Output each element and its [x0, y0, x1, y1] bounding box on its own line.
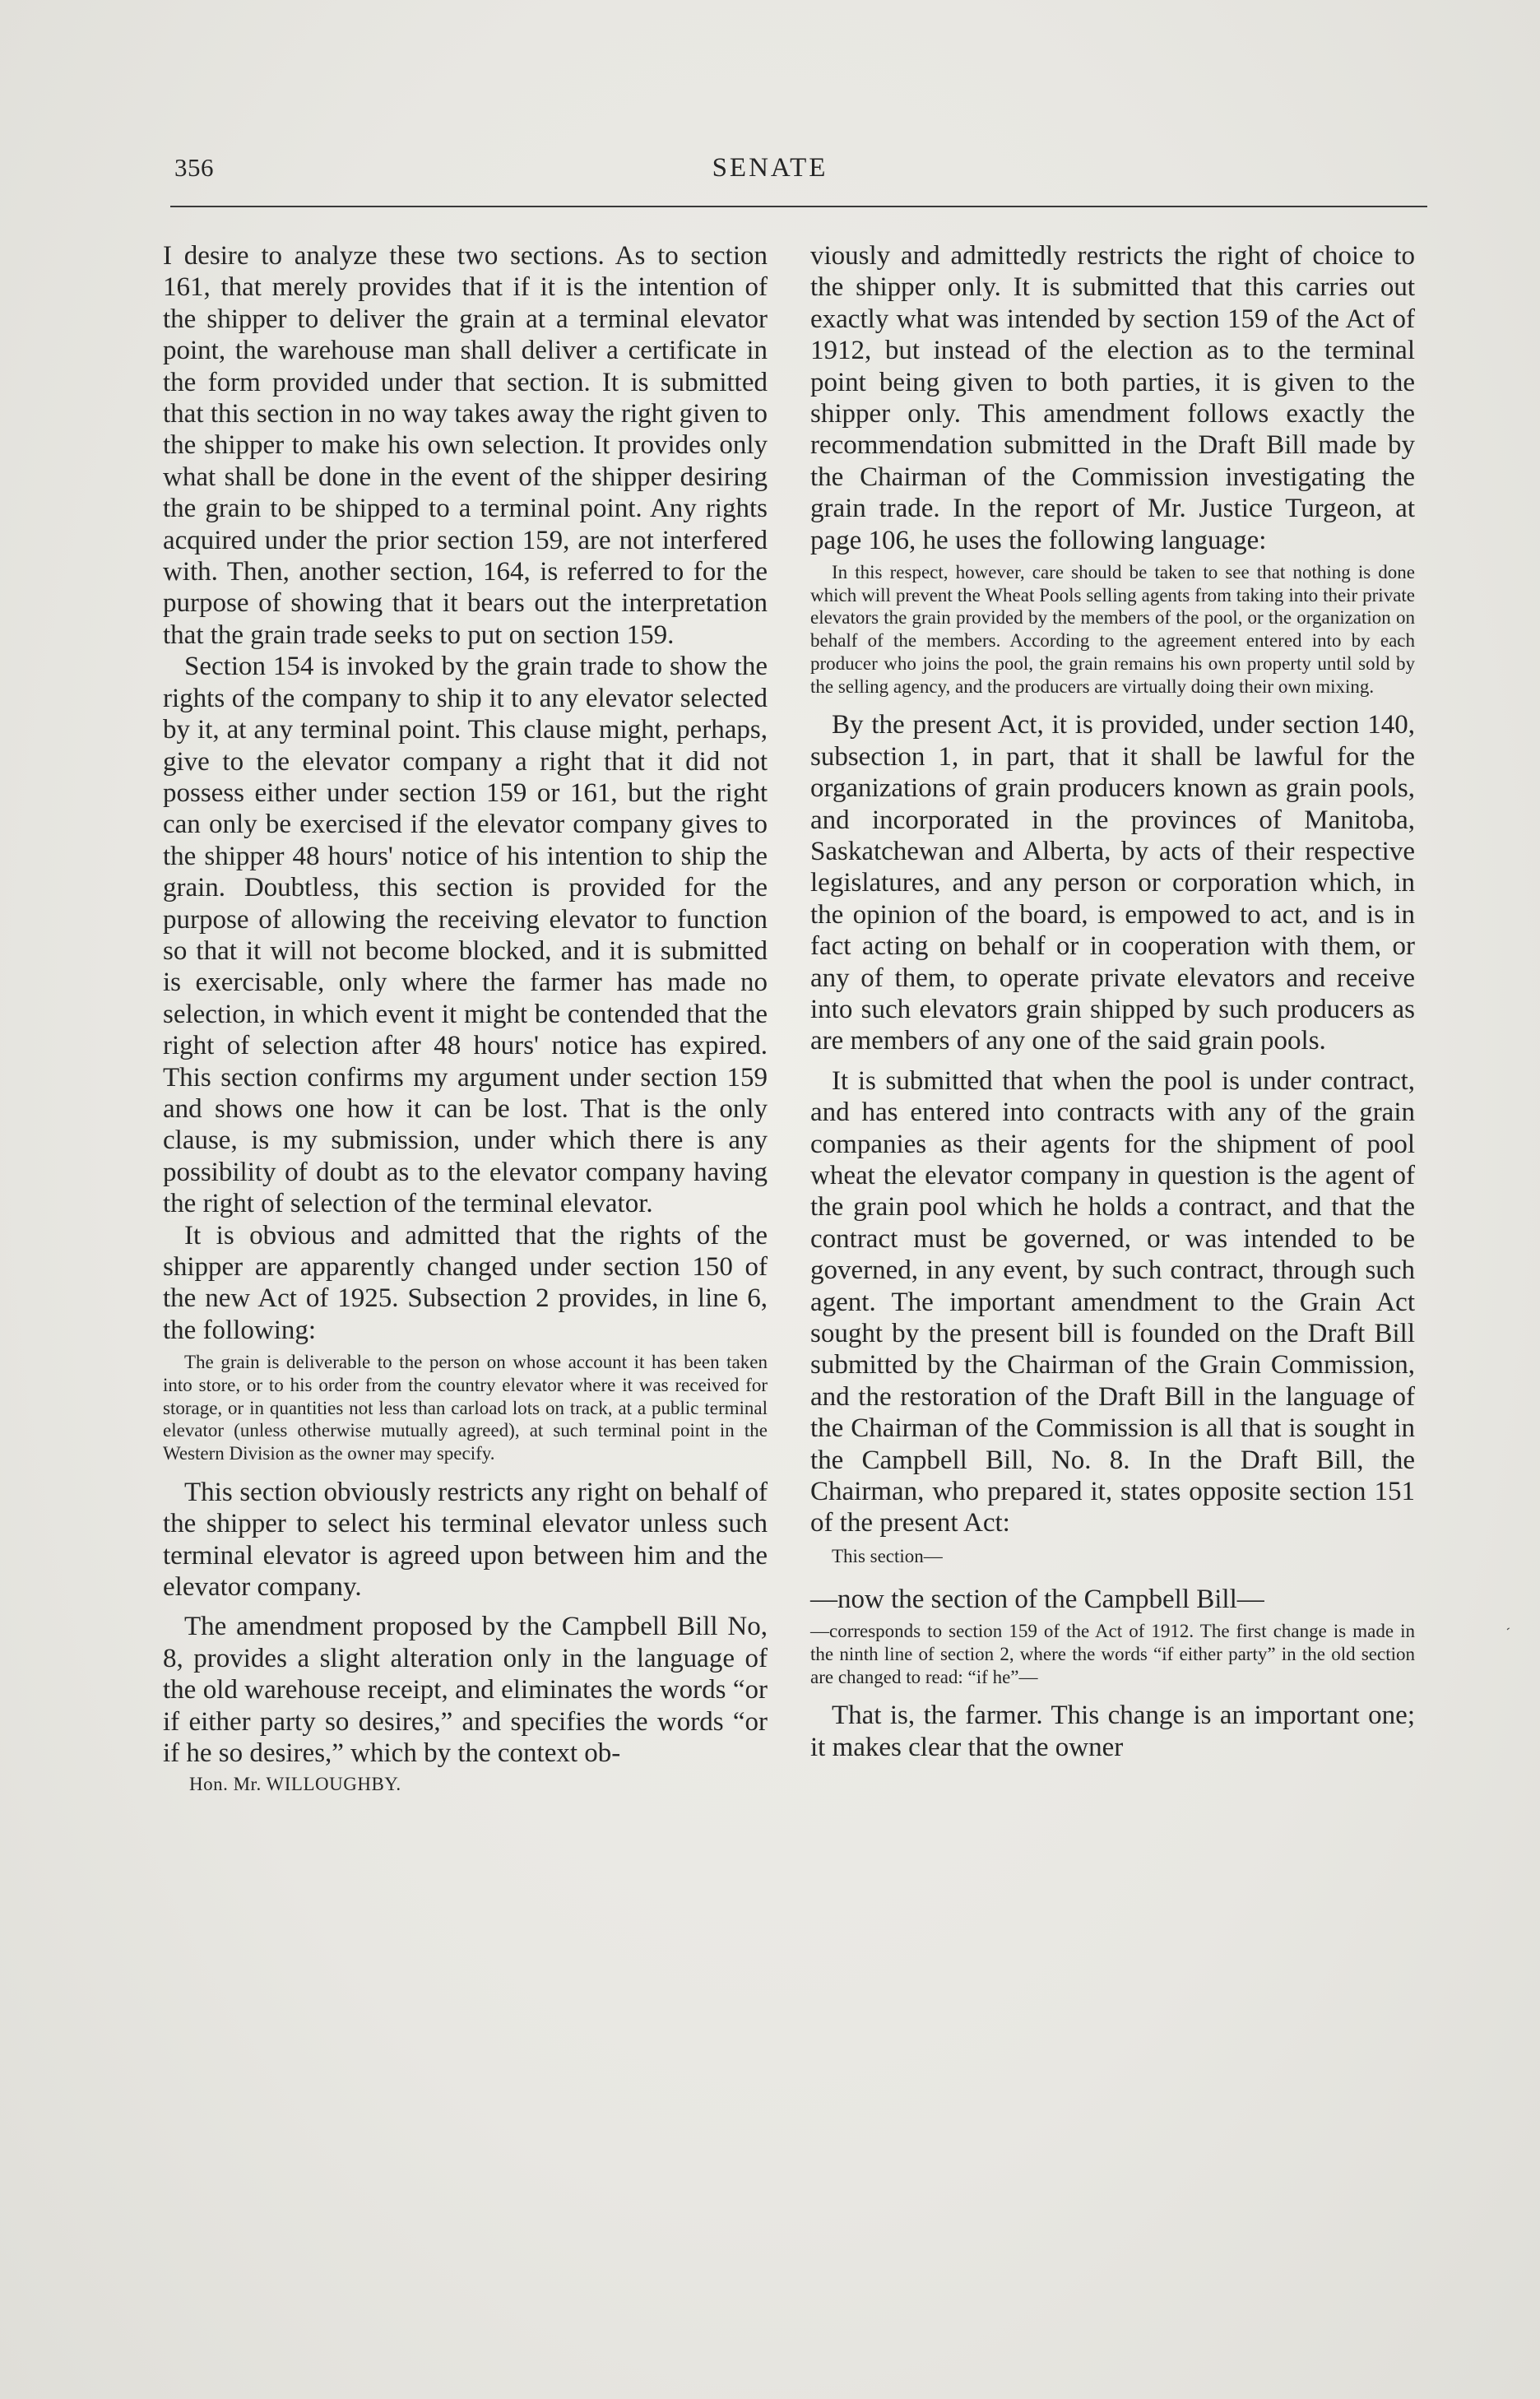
left-block-quote: The grain is deliverable to the person on whose account it has been taken into store, or to his order from the country elevator where it was received for storage, or in quantities not less than carload lots on track, at a public terminal elevator (unless otherwise mutually agreed), at such terminal point in the Western Division as the owner may specify.	[163, 1352, 768, 1464]
left-paragraph-5: The amendment proposed by the Campbell Bill No, 8, provides a slight alteration only in the language of the old warehouse receipt, and eliminates the words “or if either party so desires,” and specifies the words “or if he so desires,” which by the context ob-	[163, 1612, 768, 1768]
right-block-quote-1: In this respect, however, care should be taken to see that nothing is done which will prevent the Wheat Pools selling agents from taking into their private elevators the grain provided by the members of the pool, or the organization on behalf of the members. According to the agreement entered into by each producer who joins the pool, the grain remains his own property until sold by the selling agency, and the producers are virtually doing their own mixing.	[810, 562, 1415, 697]
this-section-line: This section—	[832, 1545, 943, 1566]
right-paragraph-4: That is, the farmer. This change is an important one; it makes clear that the owner	[810, 1701, 1415, 1762]
left-paragraph-1: I desire to analyze these two sections. As to section 161, that merely provides that if it is the intention of the shipper to deliver the grain at a terminal elevator point, the warehouse man shall deliver a certificate in the form provided under that section. It is submitted that this section in no way takes away the right given to the shipper to make his own selection. It provides only what shall be done in the event of the shipper desiring the grain to be shipped to a terminal point. Any rights acquired under the prior section 159, are not interfered with. Then, another section, 164, is referred to for the purpose of showing that it bears out the interpretation that the grain trade seeks to put on section 159.	[163, 241, 768, 650]
campbell-bill-line: —now the section of the Campbell Bill—	[810, 1584, 1264, 1614]
header-rule	[170, 206, 1427, 207]
right-paragraph-2: By the present Act, it is provided, under section 140, subsection 1, in part, that it shall be lawful for the organizations of grain producers known as grain pools, and incorporated in the provinces of Manitoba, Saskatchewan and Alberta, by acts of their respective legislatures, and any person or corporation which, in the opinion of the board, is empowed to act, and is in fact acting on behalf or in cooperation with them, or any of them, to operate private elevators and receive into such elevators grain shipped by such producers as are members of any one of the said grain pools.	[810, 710, 1415, 1056]
running-head: SENATE	[712, 153, 828, 183]
left-paragraph-3: It is obvious and admitted that the rights of the shipper are apparently changed under section 150 of the new Act of 1925. Subsection 2 provides, in line 6, the following:	[163, 1220, 768, 1345]
print-speck: ‘	[1501, 1625, 1511, 1639]
page-number: 356	[174, 153, 214, 182]
right-block-quote-2: —corresponds to section 159 of the Act of 1912. The first change is made in the ninth line of section 2, where the words “if either party” in the old section are changed to read: “if he”—	[810, 1621, 1415, 1687]
right-column	[810, 240, 1415, 1763]
right-paragraph-3: It is submitted that when the pool is under contract, and has entered into contracts with any of the grain companies as their agents for the shipment of pool wheat the elevator company in question is the agent of the grain pool which he holds a contract, and that the contract must be governed, or was intended to be governed, in any event, by such contract, through such agent. The important amendment to the Grain Act sought by the present bill is founded on the Draft Bill submitted by the Chairman of the Grain Commission, and the restoration of the Draft Bill in the language of the Chairman of the Commission is all that is sought in the Campbell Bill, No. 8. In the Draft Bill, the Chairman, who prepared it, states opposite section 151 of the present Act:	[810, 1065, 1415, 1538]
speaker-footer: Hon. Mr. WILLOUGHBY.	[189, 1774, 401, 1795]
left-column	[163, 240, 768, 1797]
right-paragraph-1: viously and admittedly restricts the right of choice to the shipper only. It is submitted that this carries out exactly what was intended by section 159 of the Act of 1912, but instead of the election as to the terminal point being given to both parties, it is given to the shipper only. This amendment follows exactly the recommendation submitted in the Draft Bill made by the Chairman of the Commission investigating the grain trade. In the report of Mr. Justice Turgeon, at page 106, he uses the following language:	[810, 241, 1415, 555]
left-paragraph-2: Section 154 is invoked by the grain trade to show the rights of the company to ship it to any elevator selected by it, at any terminal point. This clause might, perhaps, give to the elevator company a right that it did not possess either under section 159 or 161, but the right can only be exercised if the elevator company gives to the shipper 48 hours' notice of his intention to ship the grain. Doubtless, this section is provided for the purpose of allowing the receiving elevator to function so that it will not become blocked, and it is submitted is exercisable, only where the farmer has made no selection, in which event it might be contended that the right of selection after 48 hours' notice has expired. This section confirms my argument under section 159 and shows one how it can be lost. That is the only clause, is my submission, under which there is any possibility of doubt as to the elevator company having the right of selection of the terminal elevator.	[163, 652, 768, 1219]
left-paragraph-4: This section obviously restricts any right on behalf of the shipper to select his terminal elevator unless such terminal elevator is agreed upon between him and the elevator company.	[163, 1477, 768, 1602]
